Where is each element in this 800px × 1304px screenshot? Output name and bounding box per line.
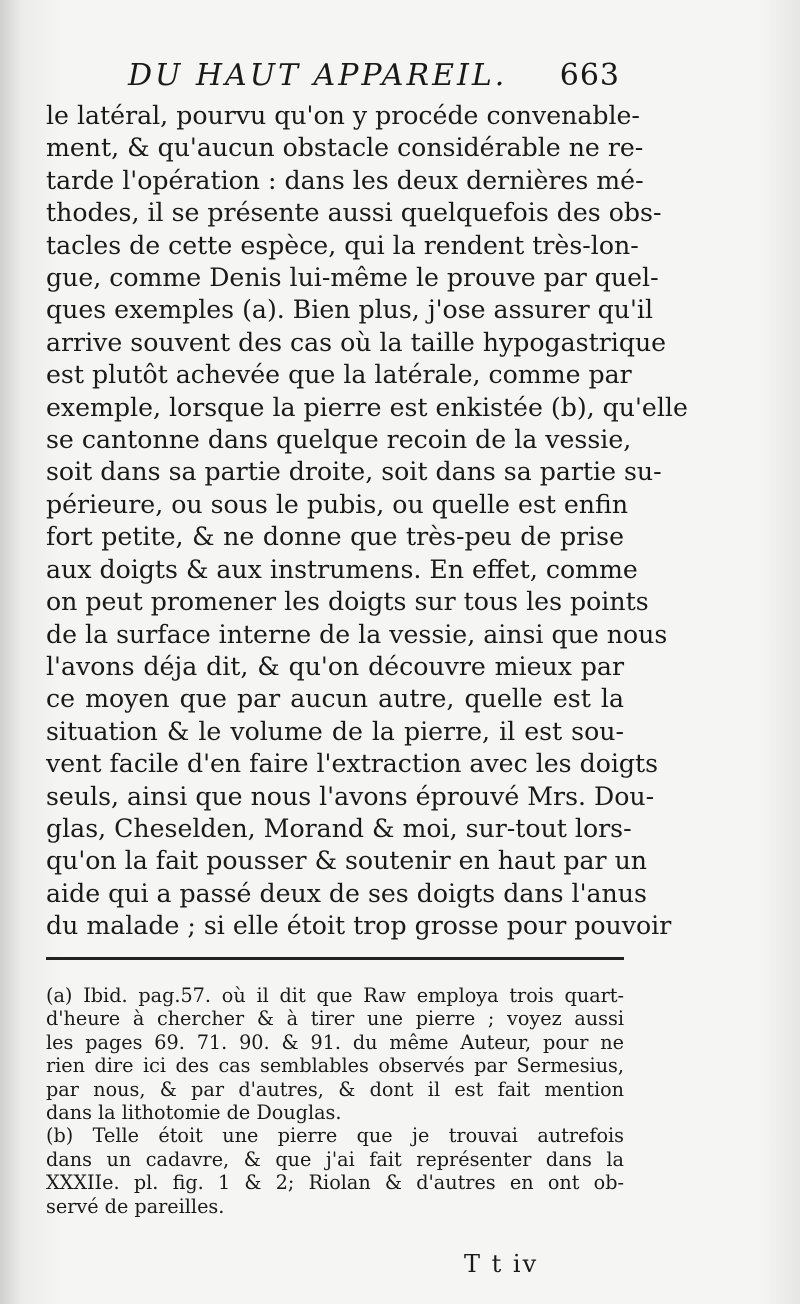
- body-line: l'avons déja dit, & qu'on découvre mieux par: [46, 651, 624, 681]
- body-line: gue, comme Denis lui-même le prouve par quel-: [46, 263, 659, 293]
- body-line: seuls, ainsi que nous l'avons éprouvé Mrs. Dou-: [46, 781, 655, 811]
- running-header: [128, 58, 620, 93]
- footnote-line: dans la lithotomie de Douglas.: [46, 1101, 342, 1125]
- body-line: se cantonne dans quelque recoin de la vessie,: [46, 425, 632, 455]
- footnote-divider: [46, 957, 624, 960]
- footnotes: [46, 984, 624, 1218]
- body-line: du malade ; si elle étoit trop grosse pour pouvoir: [46, 911, 672, 941]
- body-line: de la surface interne de la vessie, ainsi que nous: [46, 619, 668, 649]
- body-line: arrive souvent des cas où la taille hypogastrique: [46, 327, 667, 357]
- body-line: thodes, il se présente aussi quelquefois des obs-: [46, 198, 662, 228]
- body-line: qu'on la fait pousser & soutenir en haut par un: [46, 846, 648, 876]
- footnote-line: par nous, & par d'autres, & dont il est fait mention: [46, 1077, 624, 1101]
- page-number: 663: [559, 58, 620, 93]
- footnote-line: (b) Telle étoit une pierre que je trouvai autrefois: [46, 1124, 624, 1148]
- body-line: glas, Cheselden, Morand & moi, sur-tout lors-: [46, 813, 632, 843]
- body-line: ment, & qu'aucun obstacle considérable ne re-: [46, 133, 644, 163]
- body-line: le latéral, pourvu qu'on y procéde convenable-: [46, 101, 640, 130]
- body-line: est plutôt achevée que la latérale, comme par: [46, 360, 632, 390]
- body-line: soit dans sa partie droite, soit dans sa partie su-: [46, 457, 662, 487]
- body-line: ques exemples (a). Bien plus, j'ose assurer qu'il: [46, 295, 654, 325]
- footnote-line: rien dire ici des cas semblables observés par Sermesius,: [46, 1054, 624, 1078]
- signature-mark: T t iv: [464, 1250, 539, 1278]
- body-line: situation & le volume de la pierre, il est sou-: [46, 716, 624, 746]
- body-line: vent facile d'en faire l'extraction avec les doigts: [46, 749, 659, 779]
- body-line: fort petite, & ne donne que très-peu de prise: [46, 522, 624, 552]
- footnote-line: dans un cadavre, & que j'ai fait représenter dans la: [46, 1147, 624, 1171]
- footnote-line: les pages 69. 71. 90. & 91. du même Auteur, pour ne: [46, 1030, 624, 1054]
- body-line: aux doigts & aux instrumens. En effet, comme: [46, 554, 638, 584]
- body-line: périeure, ou sous le pubis, ou quelle est enfin: [46, 489, 629, 519]
- body-line: ce moyen que par aucun autre, quelle est la: [46, 684, 624, 714]
- body-line: exemple, lorsque la pierre est enkistée (b), qu'elle: [46, 392, 688, 422]
- body-line: tacles de cette espèce, qui la rendent très-lon-: [46, 230, 639, 260]
- footnote-line: servé de pareilles.: [46, 1194, 225, 1218]
- footnote-line: (a) Ibid. pag.57. où il dit que Raw employa trois quart-: [46, 984, 624, 1007]
- body-text: [46, 100, 688, 943]
- body-line: tarde l'opération : dans les deux dernières mé-: [46, 165, 644, 195]
- body-line: aide qui a passé deux de ses doigts dans l'anus: [46, 878, 647, 908]
- footnote-line: d'heure à chercher & à tirer une pierre ; voyez aussi: [46, 1007, 624, 1031]
- footnote-line: XXXIIe. pl. fig. 1 & 2; Riolan & d'autres en ont ob-: [46, 1171, 624, 1195]
- body-line: on peut promener les doigts sur tous les points: [46, 587, 649, 617]
- running-title: DU HAUT APPAREIL.: [128, 58, 508, 93]
